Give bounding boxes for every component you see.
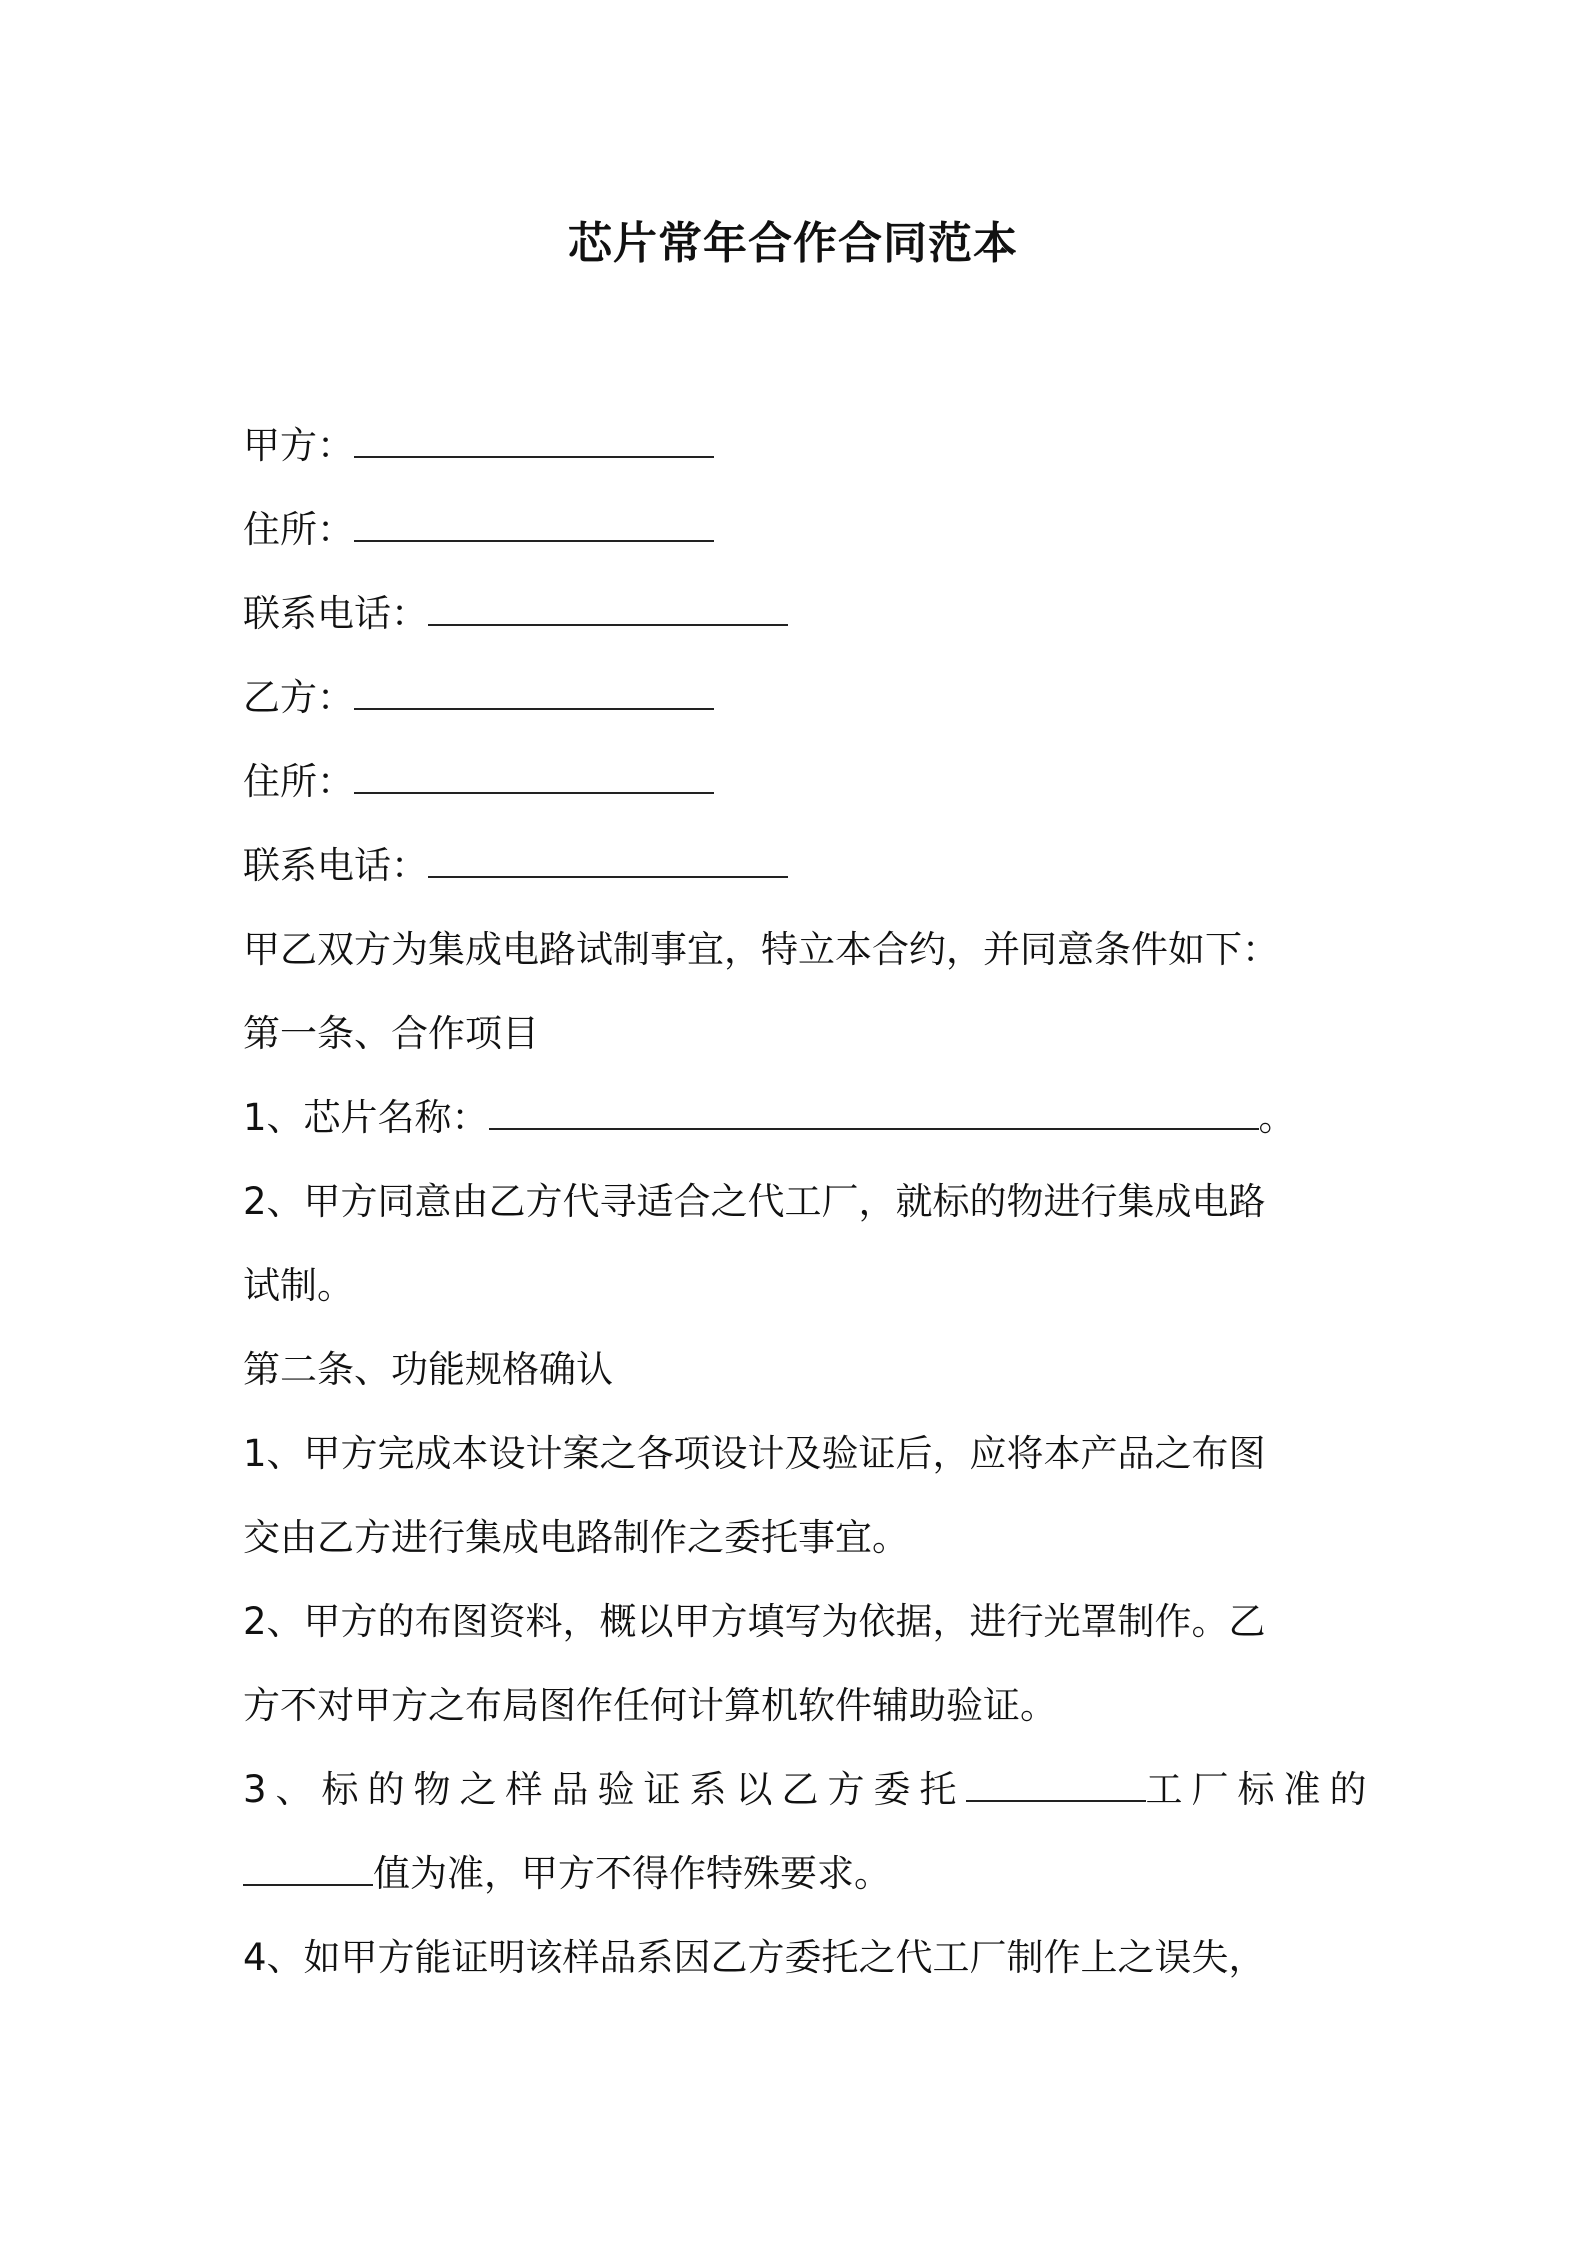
address-a-label: 住所： (243, 508, 354, 551)
article-2-item-3-line-1 (243, 1748, 1376, 1832)
party-a-line (243, 404, 1353, 488)
document-body (243, 404, 1376, 2000)
article-1-item-1 (243, 1076, 1353, 1160)
article-2-item-3-line-2 (243, 1832, 1353, 1916)
chip-name-blank (489, 1096, 1259, 1130)
address-b-label: 住所： (243, 760, 354, 803)
item-3-prefix: 3、标的物之样品验证系以乙方委托 (243, 1768, 966, 1811)
article-1-item-2-line-1: 2、甲方同意由乙方代寻适合之代工厂，就标的物进行集成电路 (243, 1180, 1266, 1223)
chip-name-period: 。 (1258, 1096, 1296, 1139)
party-a-blank (354, 424, 714, 458)
party-b-blank (354, 676, 714, 710)
article-2-item-1-line-2: 交由乙方进行集成电路制作之委托事宜。 (243, 1516, 909, 1559)
phone-b-label: 联系电话： (243, 844, 428, 887)
phone-a-blank (428, 592, 788, 626)
article-2-item-2-line-1: 2、甲方的布图资料，概以甲方填写为依据，进行光罩制作。乙 (243, 1600, 1266, 1643)
phone-a-label: 联系电话： (243, 592, 428, 635)
party-a-label: 甲方： (243, 424, 354, 467)
address-b-line (243, 740, 1353, 824)
article-2-item-4-line-1: 4、如甲方能证明该样品系因乙方委托之代工厂制作上之误失， (243, 1936, 1266, 1979)
address-a-blank (354, 508, 714, 542)
article-2-item-1-line-1: 1、甲方完成本设计案之各项设计及验证后，应将本产品之布图 (243, 1432, 1266, 1475)
item-3-suffix: 工厂标准的 (1145, 1768, 1376, 1811)
factory-blank (966, 1768, 1146, 1802)
chip-name-label: 1、芯片名称： (243, 1096, 489, 1139)
article-1-heading: 第一条、合作项目 (243, 1012, 539, 1055)
phone-b-blank (428, 844, 788, 878)
article-2-heading: 第二条、功能规格确认 (243, 1348, 613, 1391)
party-b-line (243, 656, 1353, 740)
phone-a-line (243, 572, 1353, 656)
address-a-line (243, 488, 1353, 572)
phone-b-line (243, 824, 1353, 908)
party-b-label: 乙方： (243, 676, 354, 719)
value-blank (243, 1852, 373, 1886)
document-title: 芯片常年合作合同范本 (568, 218, 1018, 269)
item-3-line-2-text: 值为准，甲方不得作特殊要求。 (373, 1852, 891, 1895)
address-b-blank (354, 760, 714, 794)
article-2-item-2-line-2: 方不对甲方之布局图作任何计算机软件辅助验证。 (243, 1684, 1057, 1727)
intro-paragraph: 甲乙双方为集成电路试制事宜，特立本合约，并同意条件如下： (243, 928, 1279, 971)
article-1-item-2-line-2: 试制。 (243, 1264, 354, 1307)
